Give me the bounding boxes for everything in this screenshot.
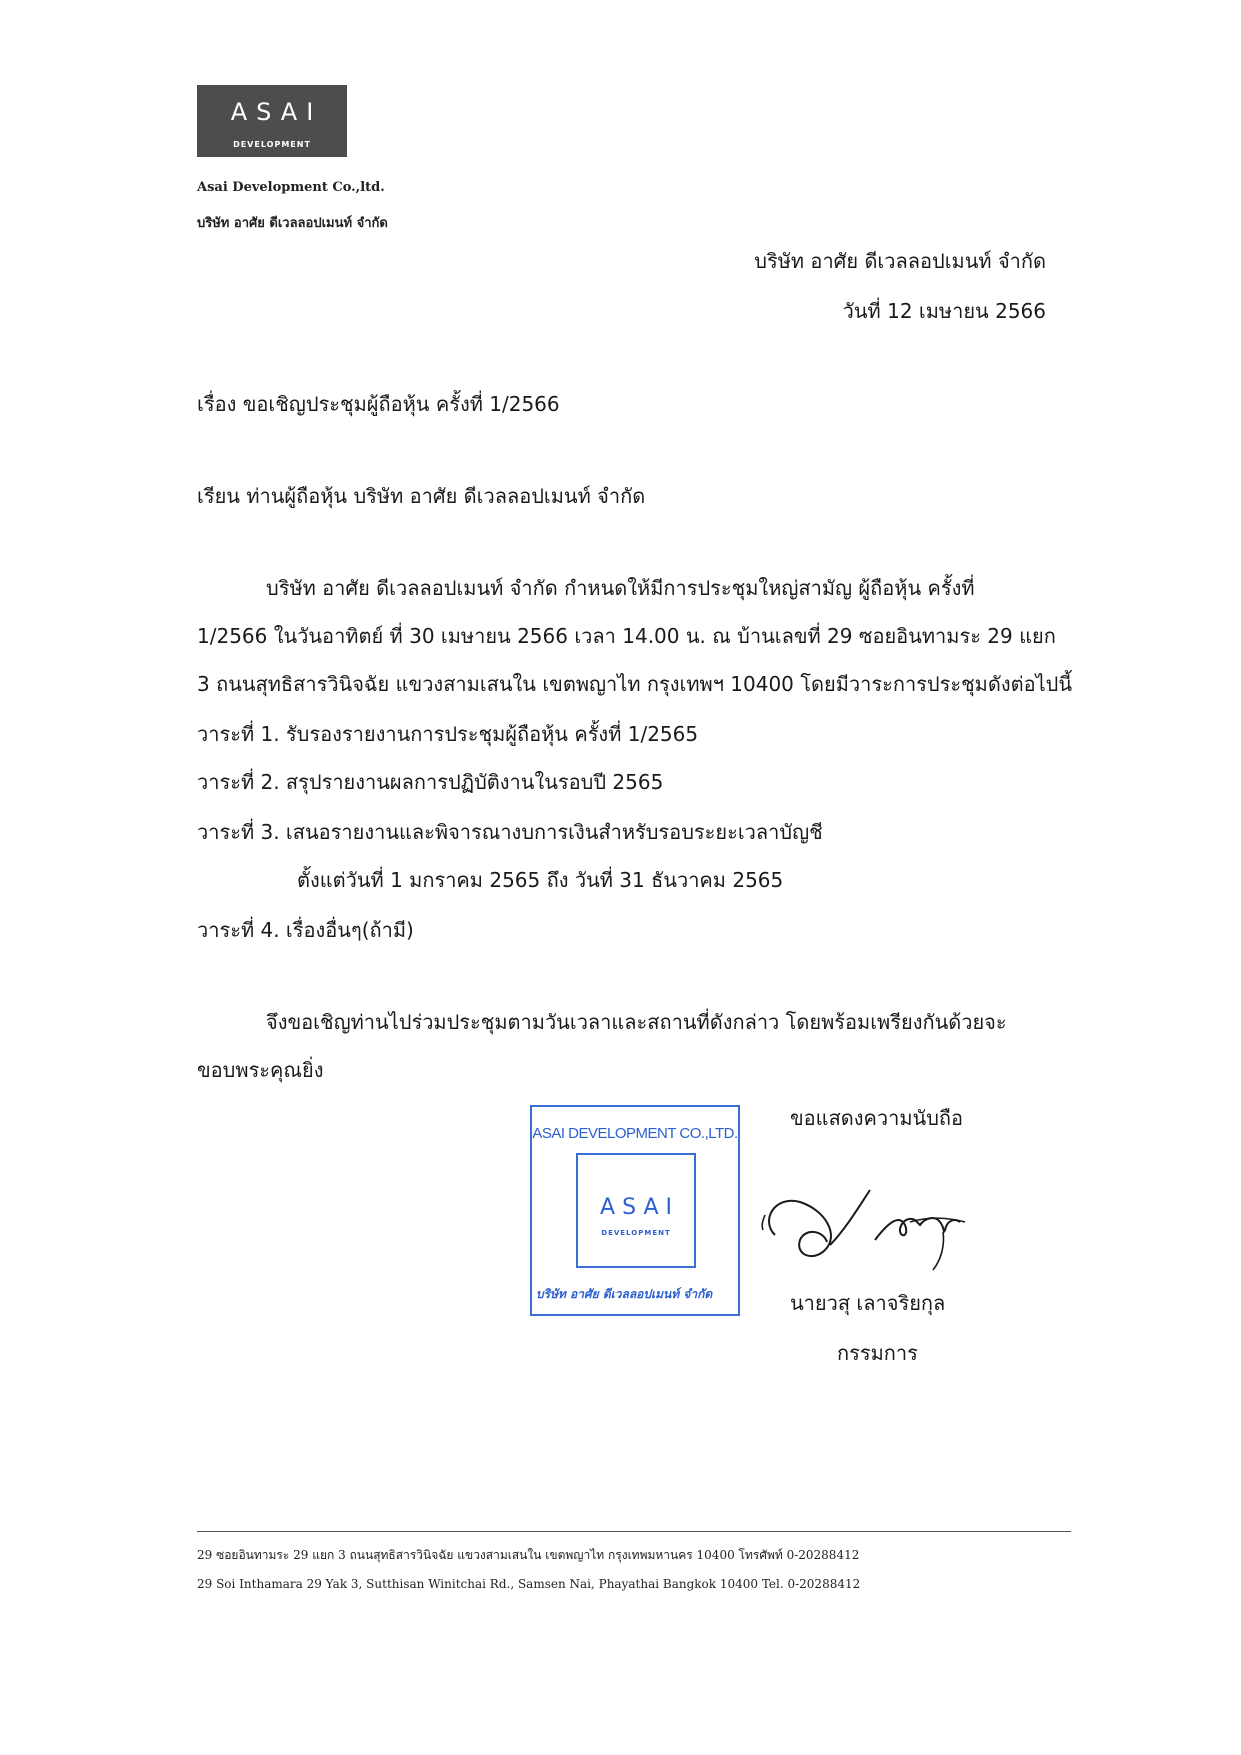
footer-address-en: 29 Soi Inthamara 29 Yak 3, Sutthisan Winitchai Rd., Samsen Nai, Phayathai Bangkok 10400 Tel. 0-20288412 xyxy=(197,1577,861,1591)
letter-subject: เรื่อง ขอเชิญประชุมผู้ถือหุ้น ครั้งที่ 1/2566 xyxy=(197,392,560,416)
footer-address-th: 29 ซอยอินทามระ 29 แยก 3 ถนนสุทธิสารวินิจฉัย แขวงสามเสนใน เขตพญาไท กรุงเทพมหานคร 10400 โทรศัพท์ 0-20288412 xyxy=(197,1548,860,1562)
logo-wordmark: ASAI xyxy=(230,98,323,126)
signer-position: กรรมการ xyxy=(837,1341,918,1365)
stamp-company-name-th: บริษัท อาศัย ดีเวลลอปเมนท์ จำกัด xyxy=(536,1287,713,1301)
sender-company: บริษัท อาศัย ดีเวลลอปเมนท์ จำกัด xyxy=(754,249,1046,273)
body-line-2: 1/2566 ในวันอาทิตย์ ที่ 30 เมษายน 2566 เวลา 14.00 น. ณ บ้านเลขที่ 29 ซอยอินทามระ 29 แยก xyxy=(197,624,1056,648)
regards-text: ขอแสดงความนับถือ xyxy=(790,1106,964,1130)
company-name-th: บริษัท อาศัย ดีเวลลอปเมนท์ จำกัด xyxy=(197,216,388,231)
company-name-en: Asai Development Co.,ltd. xyxy=(197,180,385,195)
agenda-item-4: วาระที่ 4. เรื่องอื่นๆ(ถ้ามี) xyxy=(197,918,414,942)
company-logo xyxy=(197,85,347,157)
letter-recipient: เรียน ท่านผู้ถือหุ้น บริษัท อาศัย ดีเวลลอปเมนท์ จำกัด xyxy=(197,484,646,508)
signer-name: นายวสุ เลาจริยกุล xyxy=(790,1291,946,1315)
footer-divider xyxy=(197,1531,1071,1532)
stamp-company-name-en: ASAI DEVELOPMENT CO.,LTD. xyxy=(532,1125,738,1142)
agenda-item-3: วาระที่ 3. เสนอรายงานและพิจารณางบการเงินสำหรับรอบระยะเวลาบัญชี xyxy=(197,820,823,844)
body-line-3: 3 ถนนสุทธิสารวินิจฉัย แขวงสามเสนใน เขตพญาไท กรุงเทพฯ 10400 โดยมีวาระการประชุมดังต่อไปนี้ xyxy=(197,672,1073,696)
logo-subtitle: DEVELOPMENT xyxy=(233,140,311,149)
closing-line-1: จึงขอเชิญท่านไปร่วมประชุมตามวันเวลาและสถานที่ดังกล่าว โดยพร้อมเพรียงกันด้วยจะ xyxy=(266,1010,1007,1034)
agenda-item-3-continued: ตั้งแต่วันที่ 1 มกราคม 2565 ถึง วันที่ 31 ธันวาคม 2565 xyxy=(297,868,784,892)
stamp-subtitle: DEVELOPMENT xyxy=(601,1229,671,1237)
company-stamp xyxy=(530,1105,740,1316)
stamp-logo-box xyxy=(576,1153,696,1268)
letter-date: วันที่ 12 เมษายน 2566 xyxy=(842,299,1046,323)
stamp-wordmark: ASAI xyxy=(600,1195,679,1220)
agenda-item-1: วาระที่ 1. รับรองรายงานการประชุมผู้ถือหุ้น ครั้งที่ 1/2565 xyxy=(197,722,699,746)
body-line-1: บริษัท อาศัย ดีเวลลอปเมนท์ จำกัด กำหนดให้มีการประชุมใหญ่สามัญ ผู้ถือหุ้น ครั้งที่ xyxy=(266,576,975,600)
agenda-item-2: วาระที่ 2. สรุปรายงานผลการปฏิบัติงานในรอบปี 2565 xyxy=(197,770,664,794)
closing-line-2: ขอบพระคุณยิ่ง xyxy=(197,1058,324,1082)
handwritten-signature xyxy=(755,1160,975,1290)
